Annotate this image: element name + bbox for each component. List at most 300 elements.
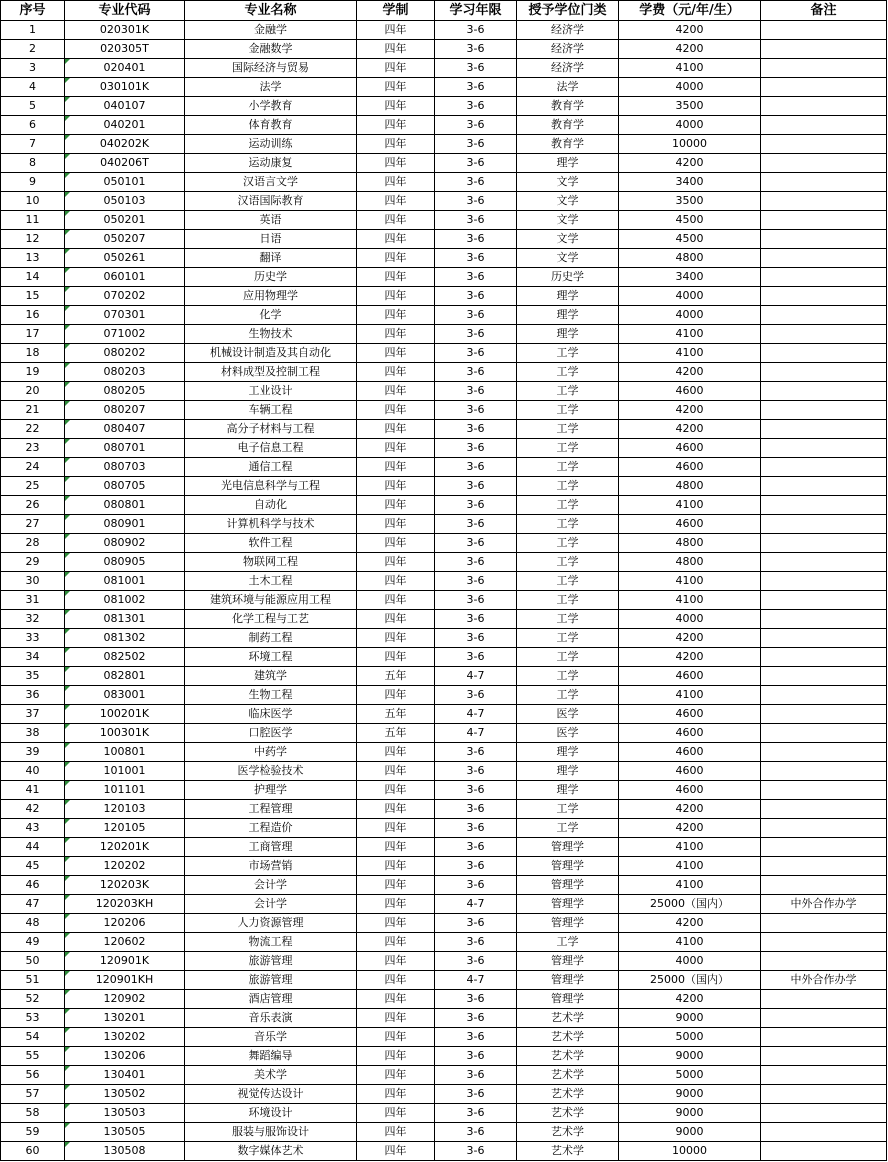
cell-index: 55 (1, 1047, 65, 1066)
cell-tuition: 4100 (619, 59, 761, 78)
cell-duration: 四年 (357, 629, 435, 648)
cell-study-years: 3-6 (435, 287, 517, 306)
cell-degree: 艺术学 (517, 1142, 619, 1161)
cell-remarks (761, 59, 887, 78)
cell-major-name: 光电信息科学与工程 (185, 477, 357, 496)
cell-index: 20 (1, 382, 65, 401)
cell-degree: 工学 (517, 458, 619, 477)
cell-code: 120901KH (65, 971, 185, 990)
cell-index: 5 (1, 97, 65, 116)
cell-study-years: 3-6 (435, 800, 517, 819)
cell-index: 60 (1, 1142, 65, 1161)
cell-major-name: 翻译 (185, 249, 357, 268)
cell-degree: 工学 (517, 496, 619, 515)
cell-duration: 四年 (357, 249, 435, 268)
table-row (1, 211, 887, 230)
cell-remarks (761, 382, 887, 401)
table-row (1, 154, 887, 173)
cell-study-years: 4-7 (435, 667, 517, 686)
cell-index: 38 (1, 724, 65, 743)
cell-code: 050201 (65, 211, 185, 230)
cell-remarks (761, 762, 887, 781)
cell-remarks (761, 1066, 887, 1085)
table-row (1, 933, 887, 952)
cell-index: 40 (1, 762, 65, 781)
cell-remarks (761, 249, 887, 268)
cell-tuition: 4100 (619, 876, 761, 895)
cell-duration: 四年 (357, 135, 435, 154)
cell-duration: 四年 (357, 173, 435, 192)
cell-index: 19 (1, 363, 65, 382)
table-row (1, 230, 887, 249)
cell-major-name: 会计学 (185, 876, 357, 895)
cell-duration: 五年 (357, 705, 435, 724)
table-row (1, 249, 887, 268)
cell-index: 35 (1, 667, 65, 686)
cell-study-years: 3-6 (435, 857, 517, 876)
cell-major-name: 建筑学 (185, 667, 357, 686)
cell-degree: 工学 (517, 477, 619, 496)
cell-code: 130503 (65, 1104, 185, 1123)
cell-index: 57 (1, 1085, 65, 1104)
table-row (1, 895, 887, 914)
cell-degree: 管理学 (517, 971, 619, 990)
cell-remarks (761, 572, 887, 591)
cell-remarks (761, 306, 887, 325)
cell-index: 12 (1, 230, 65, 249)
cell-index: 34 (1, 648, 65, 667)
cell-tuition: 4500 (619, 230, 761, 249)
cell-study-years: 3-6 (435, 97, 517, 116)
cell-tuition: 4800 (619, 534, 761, 553)
cell-remarks (761, 914, 887, 933)
cell-major-name: 旅游管理 (185, 952, 357, 971)
cell-duration: 四年 (357, 306, 435, 325)
cell-tuition: 4600 (619, 382, 761, 401)
table-row (1, 173, 887, 192)
cell-study-years: 3-6 (435, 230, 517, 249)
cell-degree: 工学 (517, 800, 619, 819)
cell-duration: 四年 (357, 1047, 435, 1066)
cell-remarks (761, 610, 887, 629)
table-row (1, 971, 887, 990)
cell-study-years: 3-6 (435, 154, 517, 173)
cell-code: 120203K (65, 876, 185, 895)
cell-duration: 四年 (357, 933, 435, 952)
cell-degree: 文学 (517, 211, 619, 230)
cell-duration: 四年 (357, 1142, 435, 1161)
table-row (1, 819, 887, 838)
cell-code: 120201K (65, 838, 185, 857)
table-row (1, 1009, 887, 1028)
cell-remarks (761, 268, 887, 287)
table-row (1, 458, 887, 477)
cell-duration: 四年 (357, 1009, 435, 1028)
cell-study-years: 3-6 (435, 401, 517, 420)
cell-index: 31 (1, 591, 65, 610)
table-row (1, 135, 887, 154)
cell-degree: 工学 (517, 439, 619, 458)
cell-code: 130505 (65, 1123, 185, 1142)
cell-index: 10 (1, 192, 65, 211)
cell-code: 080701 (65, 439, 185, 458)
cell-index: 1 (1, 21, 65, 40)
cell-code: 081302 (65, 629, 185, 648)
cell-degree: 文学 (517, 230, 619, 249)
cell-duration: 四年 (357, 876, 435, 895)
cell-duration: 四年 (357, 990, 435, 1009)
table-row (1, 762, 887, 781)
cell-code: 100801 (65, 743, 185, 762)
cell-degree: 工学 (517, 401, 619, 420)
cell-remarks (761, 287, 887, 306)
cell-degree: 医学 (517, 705, 619, 724)
cell-tuition: 4200 (619, 40, 761, 59)
cell-code: 080705 (65, 477, 185, 496)
cell-code: 050103 (65, 192, 185, 211)
cell-tuition: 4600 (619, 439, 761, 458)
cell-tuition: 9000 (619, 1104, 761, 1123)
cell-index: 16 (1, 306, 65, 325)
cell-duration: 四年 (357, 21, 435, 40)
cell-remarks (761, 515, 887, 534)
cell-tuition: 4200 (619, 629, 761, 648)
table-row (1, 420, 887, 439)
cell-major-name: 日语 (185, 230, 357, 249)
cell-degree: 工学 (517, 686, 619, 705)
cell-duration: 四年 (357, 211, 435, 230)
cell-duration: 四年 (357, 59, 435, 78)
cell-major-name: 电子信息工程 (185, 439, 357, 458)
cell-duration: 四年 (357, 1123, 435, 1142)
cell-duration: 四年 (357, 572, 435, 591)
cell-remarks (761, 952, 887, 971)
cell-major-name: 通信工程 (185, 458, 357, 477)
cell-tuition: 9000 (619, 1009, 761, 1028)
table-row (1, 1028, 887, 1047)
cell-study-years: 3-6 (435, 268, 517, 287)
cell-degree: 理学 (517, 762, 619, 781)
cell-study-years: 3-6 (435, 591, 517, 610)
table-row (1, 952, 887, 971)
cell-study-years: 3-6 (435, 496, 517, 515)
cell-study-years: 3-6 (435, 838, 517, 857)
cell-code: 120206 (65, 914, 185, 933)
cell-duration: 四年 (357, 363, 435, 382)
cell-code: 040202K (65, 135, 185, 154)
cell-index: 53 (1, 1009, 65, 1028)
cell-study-years: 3-6 (435, 173, 517, 192)
cell-degree: 管理学 (517, 952, 619, 971)
cell-duration: 四年 (357, 97, 435, 116)
cell-remarks (761, 1142, 887, 1161)
cell-duration: 四年 (357, 648, 435, 667)
cell-index: 32 (1, 610, 65, 629)
cell-degree: 管理学 (517, 895, 619, 914)
table-row (1, 705, 887, 724)
cell-tuition: 4100 (619, 344, 761, 363)
cell-remarks (761, 933, 887, 952)
cell-tuition: 4100 (619, 572, 761, 591)
cell-tuition: 4600 (619, 781, 761, 800)
cell-study-years: 3-6 (435, 363, 517, 382)
table-row (1, 610, 887, 629)
cell-major-name: 土木工程 (185, 572, 357, 591)
cell-duration: 四年 (357, 458, 435, 477)
cell-tuition: 3500 (619, 192, 761, 211)
cell-code: 101001 (65, 762, 185, 781)
cell-tuition: 4200 (619, 990, 761, 1009)
cell-major-name: 建筑环境与能源应用工程 (185, 591, 357, 610)
cell-tuition: 4600 (619, 705, 761, 724)
cell-tuition: 9000 (619, 1085, 761, 1104)
cell-degree: 理学 (517, 325, 619, 344)
table-row (1, 591, 887, 610)
cell-tuition: 4100 (619, 496, 761, 515)
cell-tuition: 4200 (619, 800, 761, 819)
table-row (1, 363, 887, 382)
cell-tuition: 3500 (619, 97, 761, 116)
cell-code: 020301K (65, 21, 185, 40)
cell-major-name: 临床医学 (185, 705, 357, 724)
cell-tuition: 4000 (619, 610, 761, 629)
cell-remarks (761, 401, 887, 420)
cell-remarks (761, 800, 887, 819)
cell-index: 43 (1, 819, 65, 838)
cell-study-years: 4-7 (435, 724, 517, 743)
cell-major-name: 化学 (185, 306, 357, 325)
cell-major-name: 高分子材料与工程 (185, 420, 357, 439)
cell-remarks (761, 629, 887, 648)
cell-index: 15 (1, 287, 65, 306)
cell-code: 120901K (65, 952, 185, 971)
cell-tuition: 3400 (619, 173, 761, 192)
cell-tuition: 4800 (619, 553, 761, 572)
cell-remarks (761, 477, 887, 496)
cell-study-years: 3-6 (435, 1142, 517, 1161)
cell-index: 8 (1, 154, 65, 173)
cell-index: 24 (1, 458, 65, 477)
cell-study-years: 3-6 (435, 458, 517, 477)
cell-tuition: 4100 (619, 933, 761, 952)
cell-index: 42 (1, 800, 65, 819)
cell-remarks (761, 990, 887, 1009)
cell-degree: 工学 (517, 534, 619, 553)
cell-major-name: 工程管理 (185, 800, 357, 819)
cell-study-years: 3-6 (435, 1085, 517, 1104)
header-row (1, 1, 887, 21)
cell-tuition: 4200 (619, 648, 761, 667)
cell-remarks (761, 116, 887, 135)
cell-code: 130202 (65, 1028, 185, 1047)
table-row (1, 838, 887, 857)
cell-duration: 四年 (357, 1085, 435, 1104)
cell-code: 060101 (65, 268, 185, 287)
cell-major-name: 化学工程与工艺 (185, 610, 357, 629)
cell-tuition: 4100 (619, 591, 761, 610)
cell-duration: 五年 (357, 724, 435, 743)
cell-remarks (761, 781, 887, 800)
cell-code: 120103 (65, 800, 185, 819)
cell-code: 130502 (65, 1085, 185, 1104)
table-row (1, 1047, 887, 1066)
cell-study-years: 3-6 (435, 876, 517, 895)
cell-degree: 经济学 (517, 59, 619, 78)
table-row (1, 268, 887, 287)
cell-duration: 四年 (357, 534, 435, 553)
table-row (1, 40, 887, 59)
cell-tuition: 4000 (619, 78, 761, 97)
cell-study-years: 3-6 (435, 1123, 517, 1142)
cell-index: 46 (1, 876, 65, 895)
cell-degree: 管理学 (517, 857, 619, 876)
cell-index: 23 (1, 439, 65, 458)
cell-study-years: 3-6 (435, 1028, 517, 1047)
cell-code: 120602 (65, 933, 185, 952)
table-row (1, 534, 887, 553)
cell-study-years: 3-6 (435, 952, 517, 971)
cell-duration: 四年 (357, 344, 435, 363)
cell-tuition: 4000 (619, 306, 761, 325)
cell-code: 050261 (65, 249, 185, 268)
cell-degree: 教育学 (517, 116, 619, 135)
header-duration: 学制 (357, 1, 435, 21)
cell-remarks (761, 154, 887, 173)
cell-remarks (761, 819, 887, 838)
cell-study-years: 3-6 (435, 629, 517, 648)
cell-code: 020401 (65, 59, 185, 78)
cell-study-years: 4-7 (435, 895, 517, 914)
cell-degree: 文学 (517, 173, 619, 192)
cell-degree: 工学 (517, 610, 619, 629)
cell-degree: 管理学 (517, 990, 619, 1009)
cell-major-name: 生物工程 (185, 686, 357, 705)
cell-remarks (761, 458, 887, 477)
cell-major-name: 小学教育 (185, 97, 357, 116)
cell-tuition: 4200 (619, 914, 761, 933)
table-row (1, 21, 887, 40)
cell-major-name: 物联网工程 (185, 553, 357, 572)
cell-duration: 四年 (357, 610, 435, 629)
cell-major-name: 服装与服饰设计 (185, 1123, 357, 1142)
cell-degree: 历史学 (517, 268, 619, 287)
cell-duration: 四年 (357, 781, 435, 800)
cell-degree: 教育学 (517, 97, 619, 116)
cell-remarks (761, 838, 887, 857)
cell-degree: 工学 (517, 572, 619, 591)
cell-index: 17 (1, 325, 65, 344)
cell-code: 070301 (65, 306, 185, 325)
cell-index: 50 (1, 952, 65, 971)
cell-duration: 四年 (357, 971, 435, 990)
cell-remarks (761, 496, 887, 515)
cell-tuition: 4000 (619, 287, 761, 306)
table-row (1, 743, 887, 762)
cell-duration: 四年 (357, 743, 435, 762)
cell-remarks (761, 724, 887, 743)
cell-tuition: 4100 (619, 857, 761, 876)
cell-code: 082801 (65, 667, 185, 686)
cell-major-name: 生物技术 (185, 325, 357, 344)
cell-major-name: 酒店管理 (185, 990, 357, 1009)
cell-degree: 艺术学 (517, 1104, 619, 1123)
cell-degree: 工学 (517, 933, 619, 952)
cell-tuition: 4600 (619, 515, 761, 534)
cell-code: 101101 (65, 781, 185, 800)
cell-duration: 四年 (357, 382, 435, 401)
cell-major-name: 国际经济与贸易 (185, 59, 357, 78)
cell-remarks (761, 705, 887, 724)
table-row (1, 572, 887, 591)
cell-degree: 理学 (517, 743, 619, 762)
cell-code: 081301 (65, 610, 185, 629)
cell-study-years: 3-6 (435, 382, 517, 401)
cell-major-name: 中药学 (185, 743, 357, 762)
cell-major-name: 医学检验技术 (185, 762, 357, 781)
cell-code: 130401 (65, 1066, 185, 1085)
cell-major-name: 运动训练 (185, 135, 357, 154)
cell-degree: 工学 (517, 344, 619, 363)
cell-duration: 四年 (357, 914, 435, 933)
cell-major-name: 应用物理学 (185, 287, 357, 306)
table-row (1, 1066, 887, 1085)
header-index: 序号 (1, 1, 65, 21)
cell-code: 070202 (65, 287, 185, 306)
cell-study-years: 3-6 (435, 743, 517, 762)
cell-tuition: 4000 (619, 116, 761, 135)
cell-study-years: 3-6 (435, 325, 517, 344)
table-row (1, 496, 887, 515)
cell-degree: 经济学 (517, 21, 619, 40)
cell-code: 040201 (65, 116, 185, 135)
cell-major-name: 汉语国际教育 (185, 192, 357, 211)
cell-code: 080801 (65, 496, 185, 515)
cell-tuition: 3400 (619, 268, 761, 287)
cell-major-name: 车辆工程 (185, 401, 357, 420)
cell-study-years: 3-6 (435, 610, 517, 629)
cell-major-name: 口腔医学 (185, 724, 357, 743)
cell-tuition: 4500 (619, 211, 761, 230)
cell-major-name: 机械设计制造及其自动化 (185, 344, 357, 363)
cell-duration: 四年 (357, 553, 435, 572)
cell-study-years: 3-6 (435, 211, 517, 230)
cell-index: 4 (1, 78, 65, 97)
cell-remarks (761, 420, 887, 439)
table-row (1, 648, 887, 667)
cell-code: 100301K (65, 724, 185, 743)
cell-duration: 四年 (357, 762, 435, 781)
cell-code: 082502 (65, 648, 185, 667)
cell-degree: 管理学 (517, 876, 619, 895)
cell-degree: 工学 (517, 363, 619, 382)
table-row (1, 382, 887, 401)
cell-tuition: 4800 (619, 477, 761, 496)
cell-degree: 文学 (517, 249, 619, 268)
cell-code: 080703 (65, 458, 185, 477)
cell-study-years: 3-6 (435, 116, 517, 135)
cell-code: 130201 (65, 1009, 185, 1028)
cell-degree: 工学 (517, 420, 619, 439)
cell-tuition: 4200 (619, 401, 761, 420)
cell-index: 49 (1, 933, 65, 952)
cell-index: 59 (1, 1123, 65, 1142)
cell-remarks (761, 1028, 887, 1047)
cell-study-years: 3-6 (435, 553, 517, 572)
cell-major-name: 数字媒体艺术 (185, 1142, 357, 1161)
cell-major-name: 金融数学 (185, 40, 357, 59)
cell-duration: 四年 (357, 838, 435, 857)
cell-study-years: 3-6 (435, 78, 517, 97)
